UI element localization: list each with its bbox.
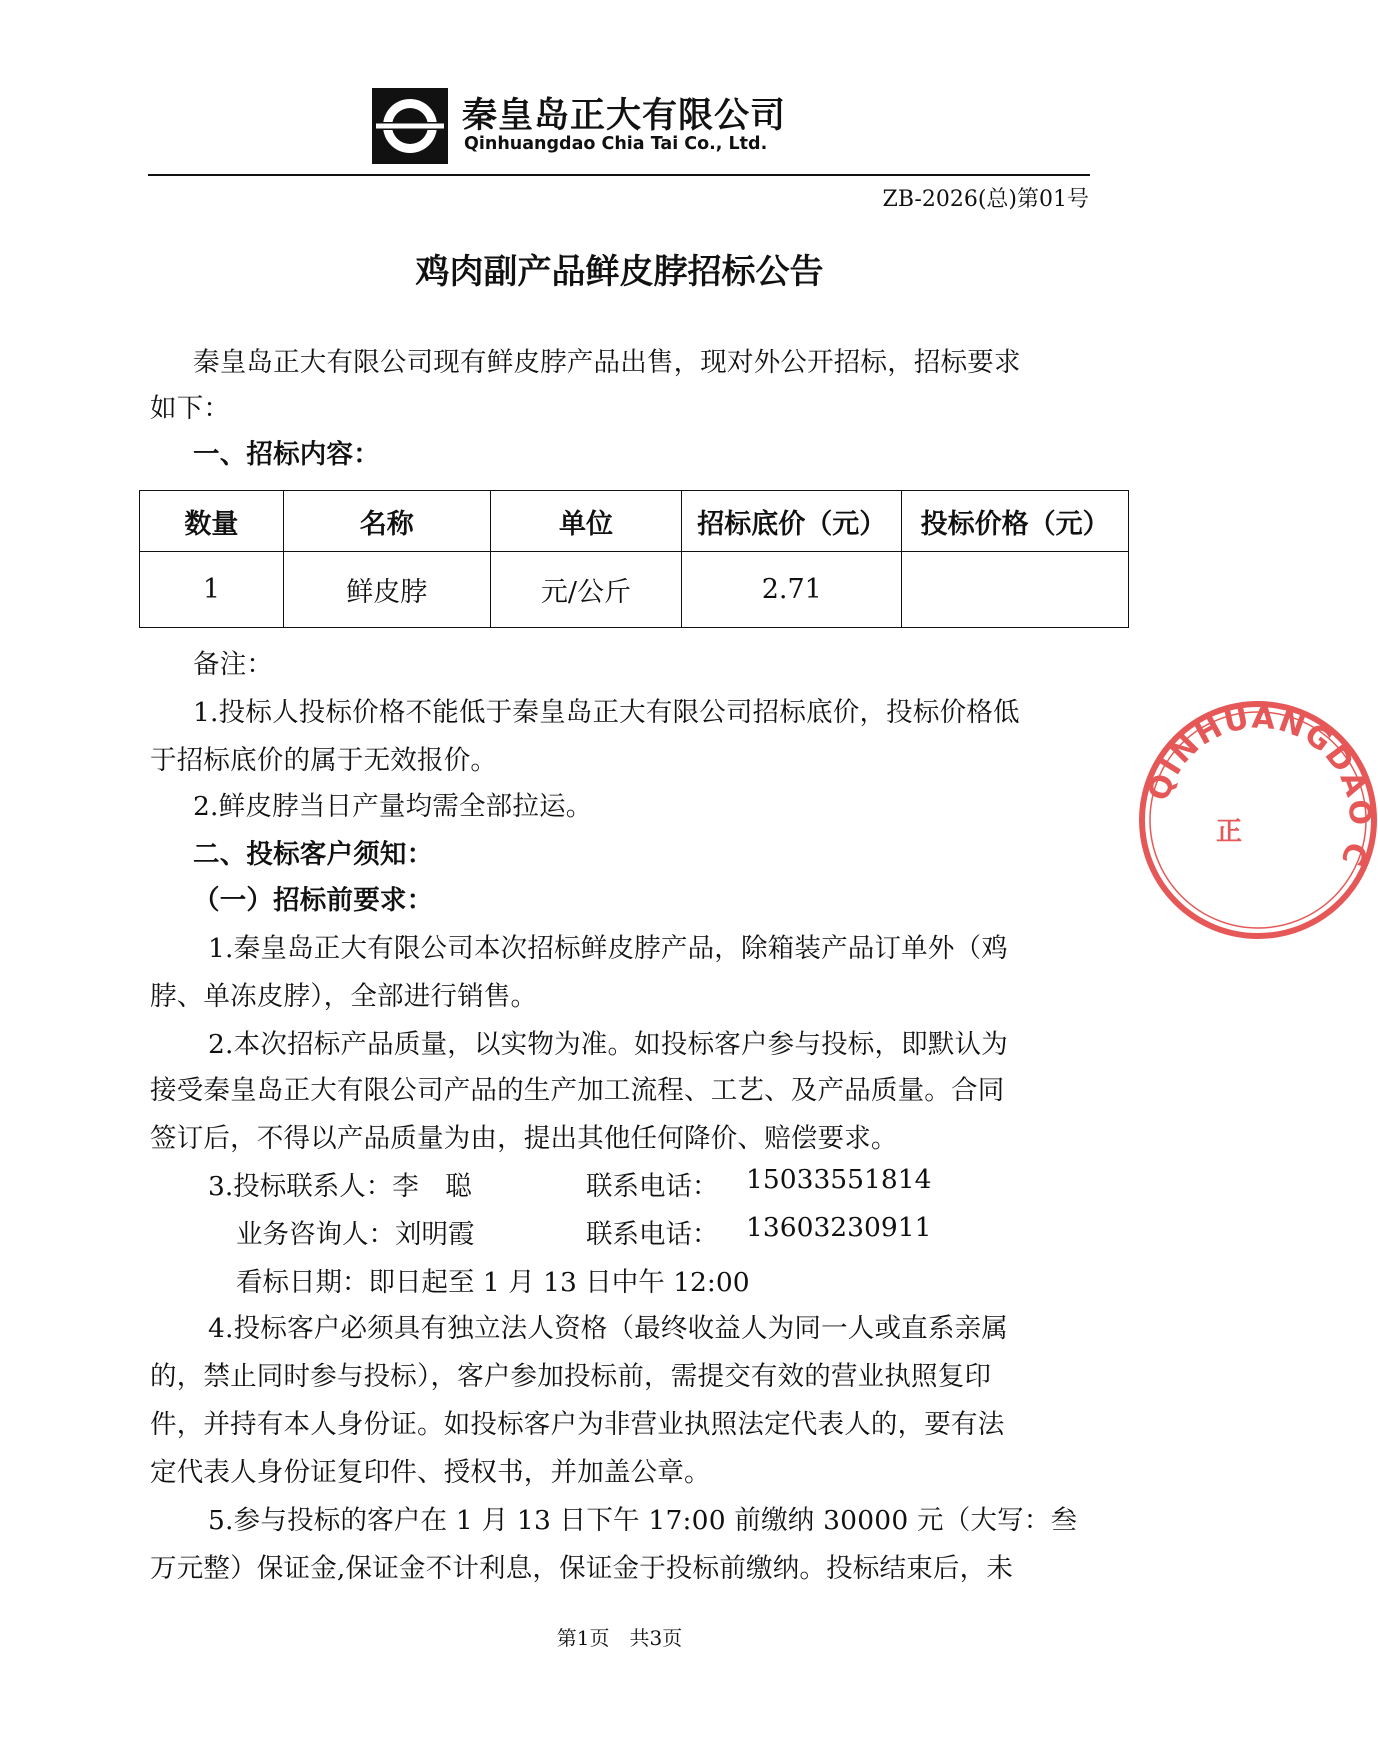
header-quantity: 数量	[140, 491, 284, 552]
subsection-1-heading: （一）招标前要求：	[193, 885, 434, 916]
business-contact-phone-label: 联系电话：	[586, 1219, 719, 1250]
para-5-line-2: 万元整）保证金,保证金不计利息，保证金于投标前缴纳。投标结束后，未	[150, 1553, 1014, 1584]
para-4-line-3: 件，并持有本人身份证。如投标客户为非营业执照法定代表人的，要有法	[150, 1409, 1005, 1440]
bid-table	[139, 490, 1129, 628]
company-name-en: Qinhuangdao Chia Tai Co., Ltd.	[464, 134, 768, 154]
company-seal-stamp	[1138, 700, 1378, 940]
header-name: 名称	[283, 491, 490, 552]
bid-contact-phone: 15033551814	[746, 1164, 932, 1195]
para-1-line-2: 脖、单冻皮脖），全部进行销售。	[150, 981, 538, 1012]
company-name-cn: 秦皇岛正大有限公司	[462, 96, 787, 136]
cell-bid-price	[902, 552, 1129, 628]
notes-label: 备注：	[193, 649, 274, 680]
bid-contact-name: 3.投标联系人：李 聪	[208, 1171, 472, 1202]
para-4-line-2: 的，禁止同时参与投标），客户参加投标前，需提交有效的营业执照复印	[150, 1361, 992, 1392]
header-unit: 单位	[490, 491, 682, 552]
seal-center-text: 正	[1216, 817, 1243, 847]
header-divider	[148, 174, 1090, 176]
table-row	[140, 552, 1129, 628]
para-5-line-1: 5.参与投标的客户在 1 月 13 日下午 17:00 前缴纳 30000 元（大写：叁	[208, 1505, 1078, 1536]
note-2: 2.鲜皮脖当日产量均需全部拉运。	[193, 791, 593, 822]
para-4-line-4: 定代表人身份证复印件、授权书，并加盖公章。	[150, 1457, 711, 1488]
header-base-price: 招标底价（元）	[682, 491, 902, 552]
business-contact-name: 业务咨询人：刘明霞	[236, 1219, 475, 1250]
cell-unit: 元/公斤	[490, 552, 682, 628]
header-bid-price: 投标价格（元）	[902, 491, 1129, 552]
bid-contact-phone-label: 联系电话：	[586, 1171, 719, 1202]
intro-line-1: 秦皇岛正大有限公司现有鲜皮脖产品出售，现对外公开招标，招标要求	[193, 347, 1021, 378]
section-2-heading: 二、投标客户须知：	[193, 839, 434, 870]
cell-name: 鲜皮脖	[283, 552, 490, 628]
business-contact-phone: 13603230911	[746, 1212, 932, 1243]
para-2-line-3: 签订后，不得以产品质量为由，提出其他任何降价、赔偿要求。	[150, 1123, 898, 1154]
table-header-row	[140, 491, 1129, 552]
document-number: ZB-2026(总)第01号	[882, 187, 1089, 212]
section-1-heading: 一、招标内容：	[193, 439, 380, 470]
cell-quantity: 1	[140, 552, 284, 628]
para-2-line-1: 2.本次招标产品质量，以实物为准。如投标客户参与投标，即默认为	[208, 1029, 1008, 1060]
page-footer: 第1页 共3页	[556, 1626, 683, 1650]
cell-base-price: 2.71	[682, 552, 902, 628]
note-1-line-2: 于招标底价的属于无效报价。	[150, 745, 498, 776]
note-1-line-1: 1.投标人投标价格不能低于秦皇岛正大有限公司招标底价，投标价格低	[193, 697, 1020, 728]
para-2-line-2: 接受秦皇岛正大有限公司产品的生产加工流程、工艺、及产品质量。合同	[150, 1075, 1005, 1106]
page-title: 鸡肉副产品鲜皮脖招标公告	[415, 252, 824, 292]
seal-text: QINHUANGDAO C	[1141, 700, 1378, 872]
para-4-line-1: 4.投标客户必须具有独立法人资格（最终收益人为同一人或直系亲属	[208, 1313, 1008, 1344]
svg-text:QINHUANGDAO C	[1141, 700, 1377, 872]
para-1-line-1: 1.秦皇岛正大有限公司本次招标鲜皮脖产品，除箱装产品订单外（鸡	[208, 933, 1008, 964]
chia-tai-logo-icon	[372, 88, 448, 164]
intro-line-2: 如下：	[150, 393, 231, 424]
viewing-date: 看标日期：即日起至 1 月 13 日中午 12:00	[236, 1267, 750, 1298]
